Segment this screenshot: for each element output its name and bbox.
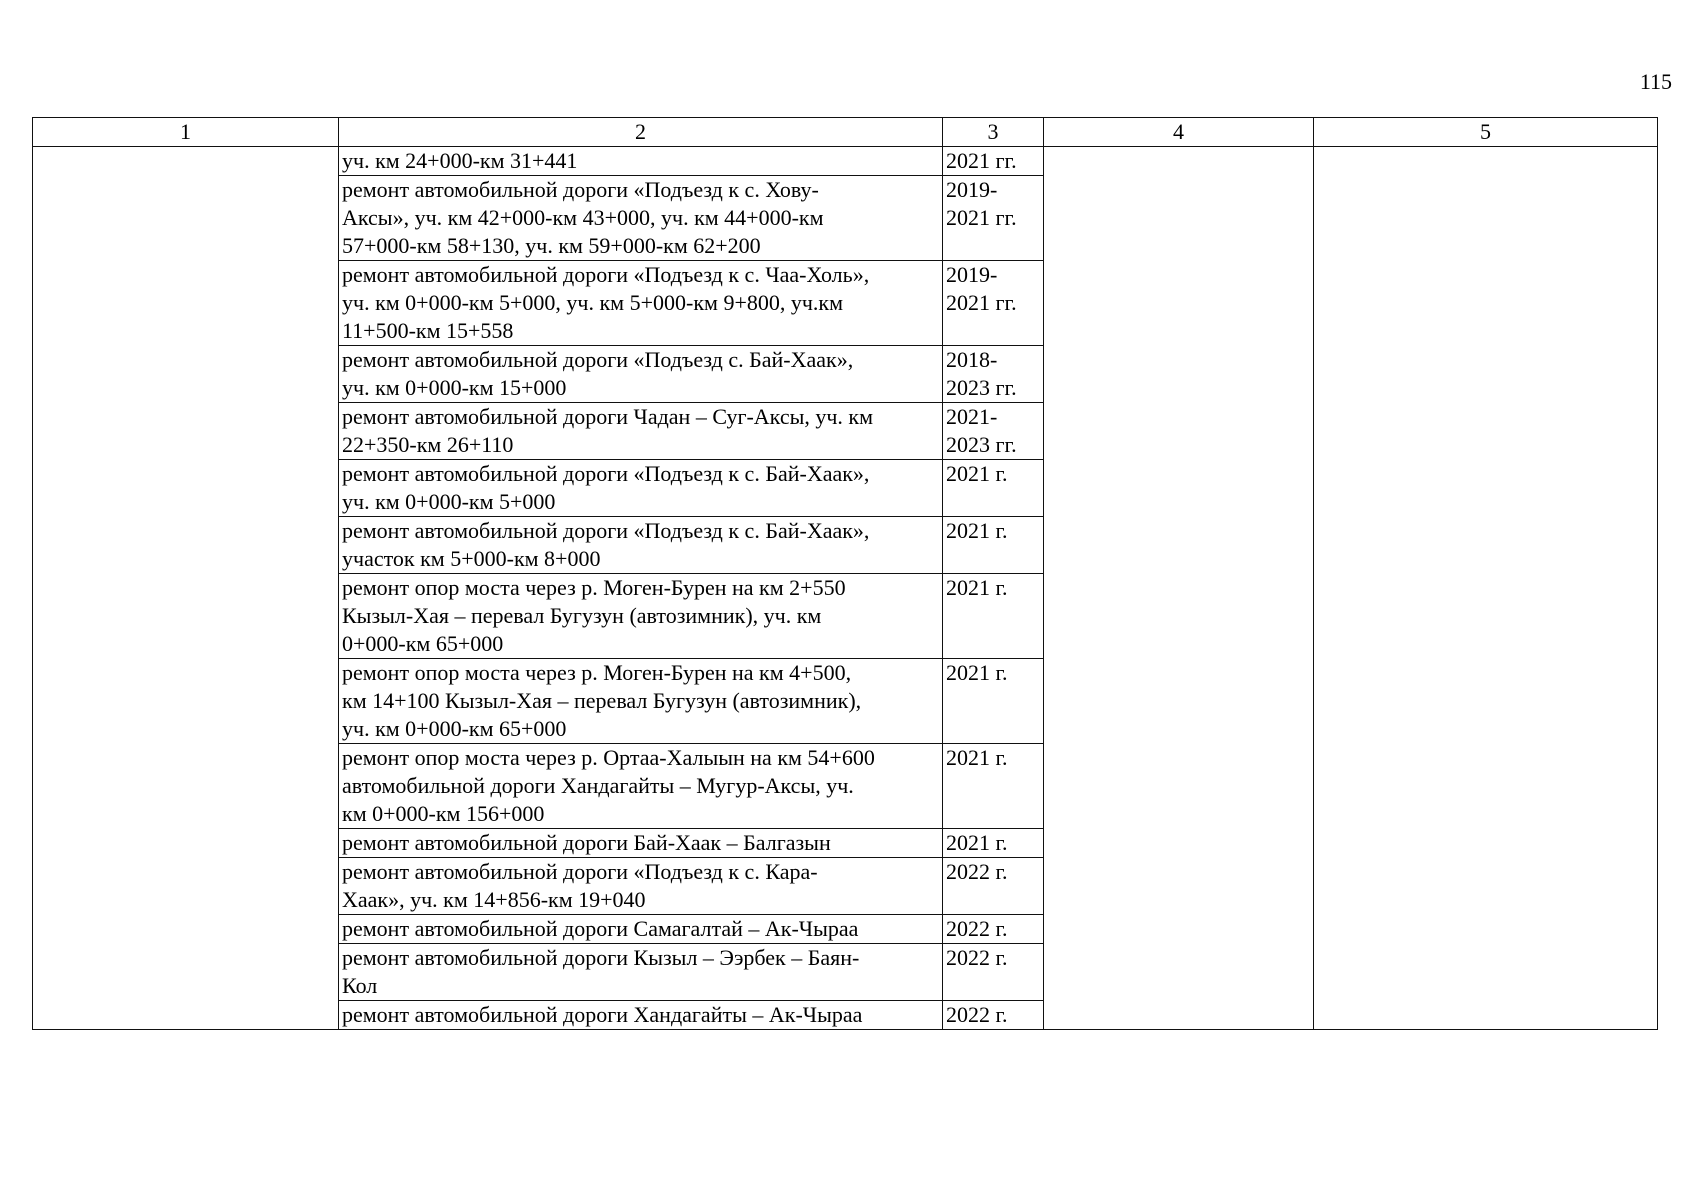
period-line: 2018- <box>946 347 998 372</box>
period-cell <box>943 346 1044 403</box>
period-line: 2021 г. <box>946 575 1008 600</box>
period-cell <box>943 659 1044 744</box>
col-3-header: 3 <box>943 118 1044 147</box>
page-number: 115 <box>1639 69 1672 94</box>
period-line: 2021- <box>946 404 998 429</box>
period-cell <box>943 403 1044 460</box>
period-line: 2021 г. <box>946 745 1008 770</box>
period-line: 2021 г. <box>946 660 1008 685</box>
work-description-line: ремонт автомобильной дороги Бай-Хаак – Балгазын <box>342 830 831 855</box>
header-row <box>33 118 1658 147</box>
work-description-line: уч. км 0+000-км 15+000 <box>342 375 567 400</box>
col-2-header: 2 <box>339 118 943 147</box>
work-description-line: ремонт автомобильной дороги «Подъезд с. Бай-Хаак», <box>342 347 854 372</box>
work-description-cell <box>339 915 943 944</box>
period-line: 2019- <box>946 262 998 287</box>
works-table <box>32 117 1658 1030</box>
work-description-line: 22+350-км 26+110 <box>342 432 514 457</box>
work-description-cell <box>339 829 943 858</box>
work-description-cell <box>339 944 943 1001</box>
period-line: 2021 гг. <box>946 290 1017 315</box>
work-description-cell <box>339 346 943 403</box>
work-description-cell <box>339 1001 943 1030</box>
period-cell <box>943 147 1044 176</box>
work-description-line: ремонт автомобильной дороги «Подъезд к с. Хову- <box>342 177 819 202</box>
work-description-line: уч. км 0+000-км 65+000 <box>342 716 567 741</box>
period-cell <box>943 460 1044 517</box>
work-description-cell <box>339 574 943 659</box>
period-line: 2022 г. <box>946 945 1008 970</box>
table-row <box>33 147 1658 176</box>
period-line: 2023 гг. <box>946 375 1017 400</box>
period-cell <box>943 1001 1044 1030</box>
col-4-header: 4 <box>1044 118 1314 147</box>
period-cell <box>943 517 1044 574</box>
period-line: 2019- <box>946 177 998 202</box>
period-cell <box>943 261 1044 346</box>
work-description-line: 57+000-км 58+130, уч. км 59+000-км 62+200 <box>342 233 761 258</box>
work-description-line: 11+500-км 15+558 <box>342 318 514 343</box>
period-line: 2021 г. <box>946 830 1008 855</box>
work-description-line: ремонт автомобильной дороги Кызыл – Ээрбек – Баян- <box>342 945 860 970</box>
col-5-header: 5 <box>1314 118 1658 147</box>
period-line: 2022 г. <box>946 859 1008 884</box>
work-description-line: уч. км 0+000-км 5+000, уч. км 5+000-км 9+800, уч.км <box>342 290 844 315</box>
work-description-cell <box>339 460 943 517</box>
period-line: 2023 гг. <box>946 432 1017 457</box>
work-description-line: уч. км 24+000-км 31+441 <box>342 148 578 173</box>
work-description-line: участок км 5+000-км 8+000 <box>342 546 601 571</box>
work-description-line: ремонт автомобильной дороги Хандагайты – Ак-Чыраа <box>342 1002 863 1027</box>
period-cell <box>943 858 1044 915</box>
work-description-line: км 14+100 Кызыл-Хая – перевал Бугузун (автозимник), <box>342 688 862 713</box>
work-description-cell <box>339 659 943 744</box>
period-line: 2022 г. <box>946 1002 1008 1027</box>
period-line: 2021 гг. <box>946 148 1017 173</box>
work-description-line: ремонт автомобильной дороги «Подъезд к с. Бай-Хаак», <box>342 518 870 543</box>
period-cell <box>943 176 1044 261</box>
work-description-line: ремонт автомобильной дороги «Подъезд к с. Кара- <box>342 859 818 884</box>
work-description-line: ремонт автомобильной дороги «Подъезд к с. Бай-Хаак», <box>342 461 870 486</box>
work-description-cell <box>339 147 943 176</box>
period-cell <box>943 829 1044 858</box>
work-description-line: ремонт опор моста через р. Моген-Бурен на км 4+500, <box>342 660 852 685</box>
work-description-cell <box>339 858 943 915</box>
period-line: 2021 г. <box>946 518 1008 543</box>
work-description-line: Аксы», уч. км 42+000-км 43+000, уч. км 44+000-км <box>342 205 824 230</box>
work-description-line: Хаак», уч. км 14+856-км 19+040 <box>342 887 646 912</box>
work-description-line: ремонт автомобильной дороги Самагалтай – Ак-Чыраа <box>342 916 859 941</box>
col-5-cell <box>1314 147 1658 1030</box>
period-cell <box>943 944 1044 1001</box>
work-description-cell <box>339 176 943 261</box>
period-cell <box>943 574 1044 659</box>
work-description-line: ремонт автомобильной дороги «Подъезд к с. Чаа-Холь», <box>342 262 870 287</box>
work-description-cell <box>339 744 943 829</box>
work-description-line: 0+000-км 65+000 <box>342 631 504 656</box>
work-description-line: автомобильной дороги Хандагайты – Мугур-Аксы, уч. <box>342 773 854 798</box>
period-line: 2021 г. <box>946 461 1008 486</box>
work-description-line: км 0+000-км 156+000 <box>342 801 545 826</box>
work-description-line: Кол <box>342 973 378 998</box>
work-description-cell <box>339 517 943 574</box>
col-4-cell <box>1044 147 1314 1030</box>
period-line: 2022 г. <box>946 916 1008 941</box>
work-description-cell <box>339 261 943 346</box>
col-1-header: 1 <box>33 118 339 147</box>
work-description-line: ремонт опор моста через р. Ортаа-Халыын на км 54+600 <box>342 745 875 770</box>
period-line: 2021 гг. <box>946 205 1017 230</box>
work-description-cell <box>339 403 943 460</box>
work-description-line: ремонт опор моста через р. Моген-Бурен на км 2+550 <box>342 575 846 600</box>
col-1-cell <box>33 147 339 1030</box>
work-description-line: ремонт автомобильной дороги Чадан – Суг-Аксы, уч. км <box>342 404 874 429</box>
work-description-line: Кызыл-Хая – перевал Бугузун (автозимник), уч. км <box>342 603 822 628</box>
work-description-line: уч. км 0+000-км 5+000 <box>342 489 556 514</box>
period-cell <box>943 744 1044 829</box>
period-cell <box>943 915 1044 944</box>
